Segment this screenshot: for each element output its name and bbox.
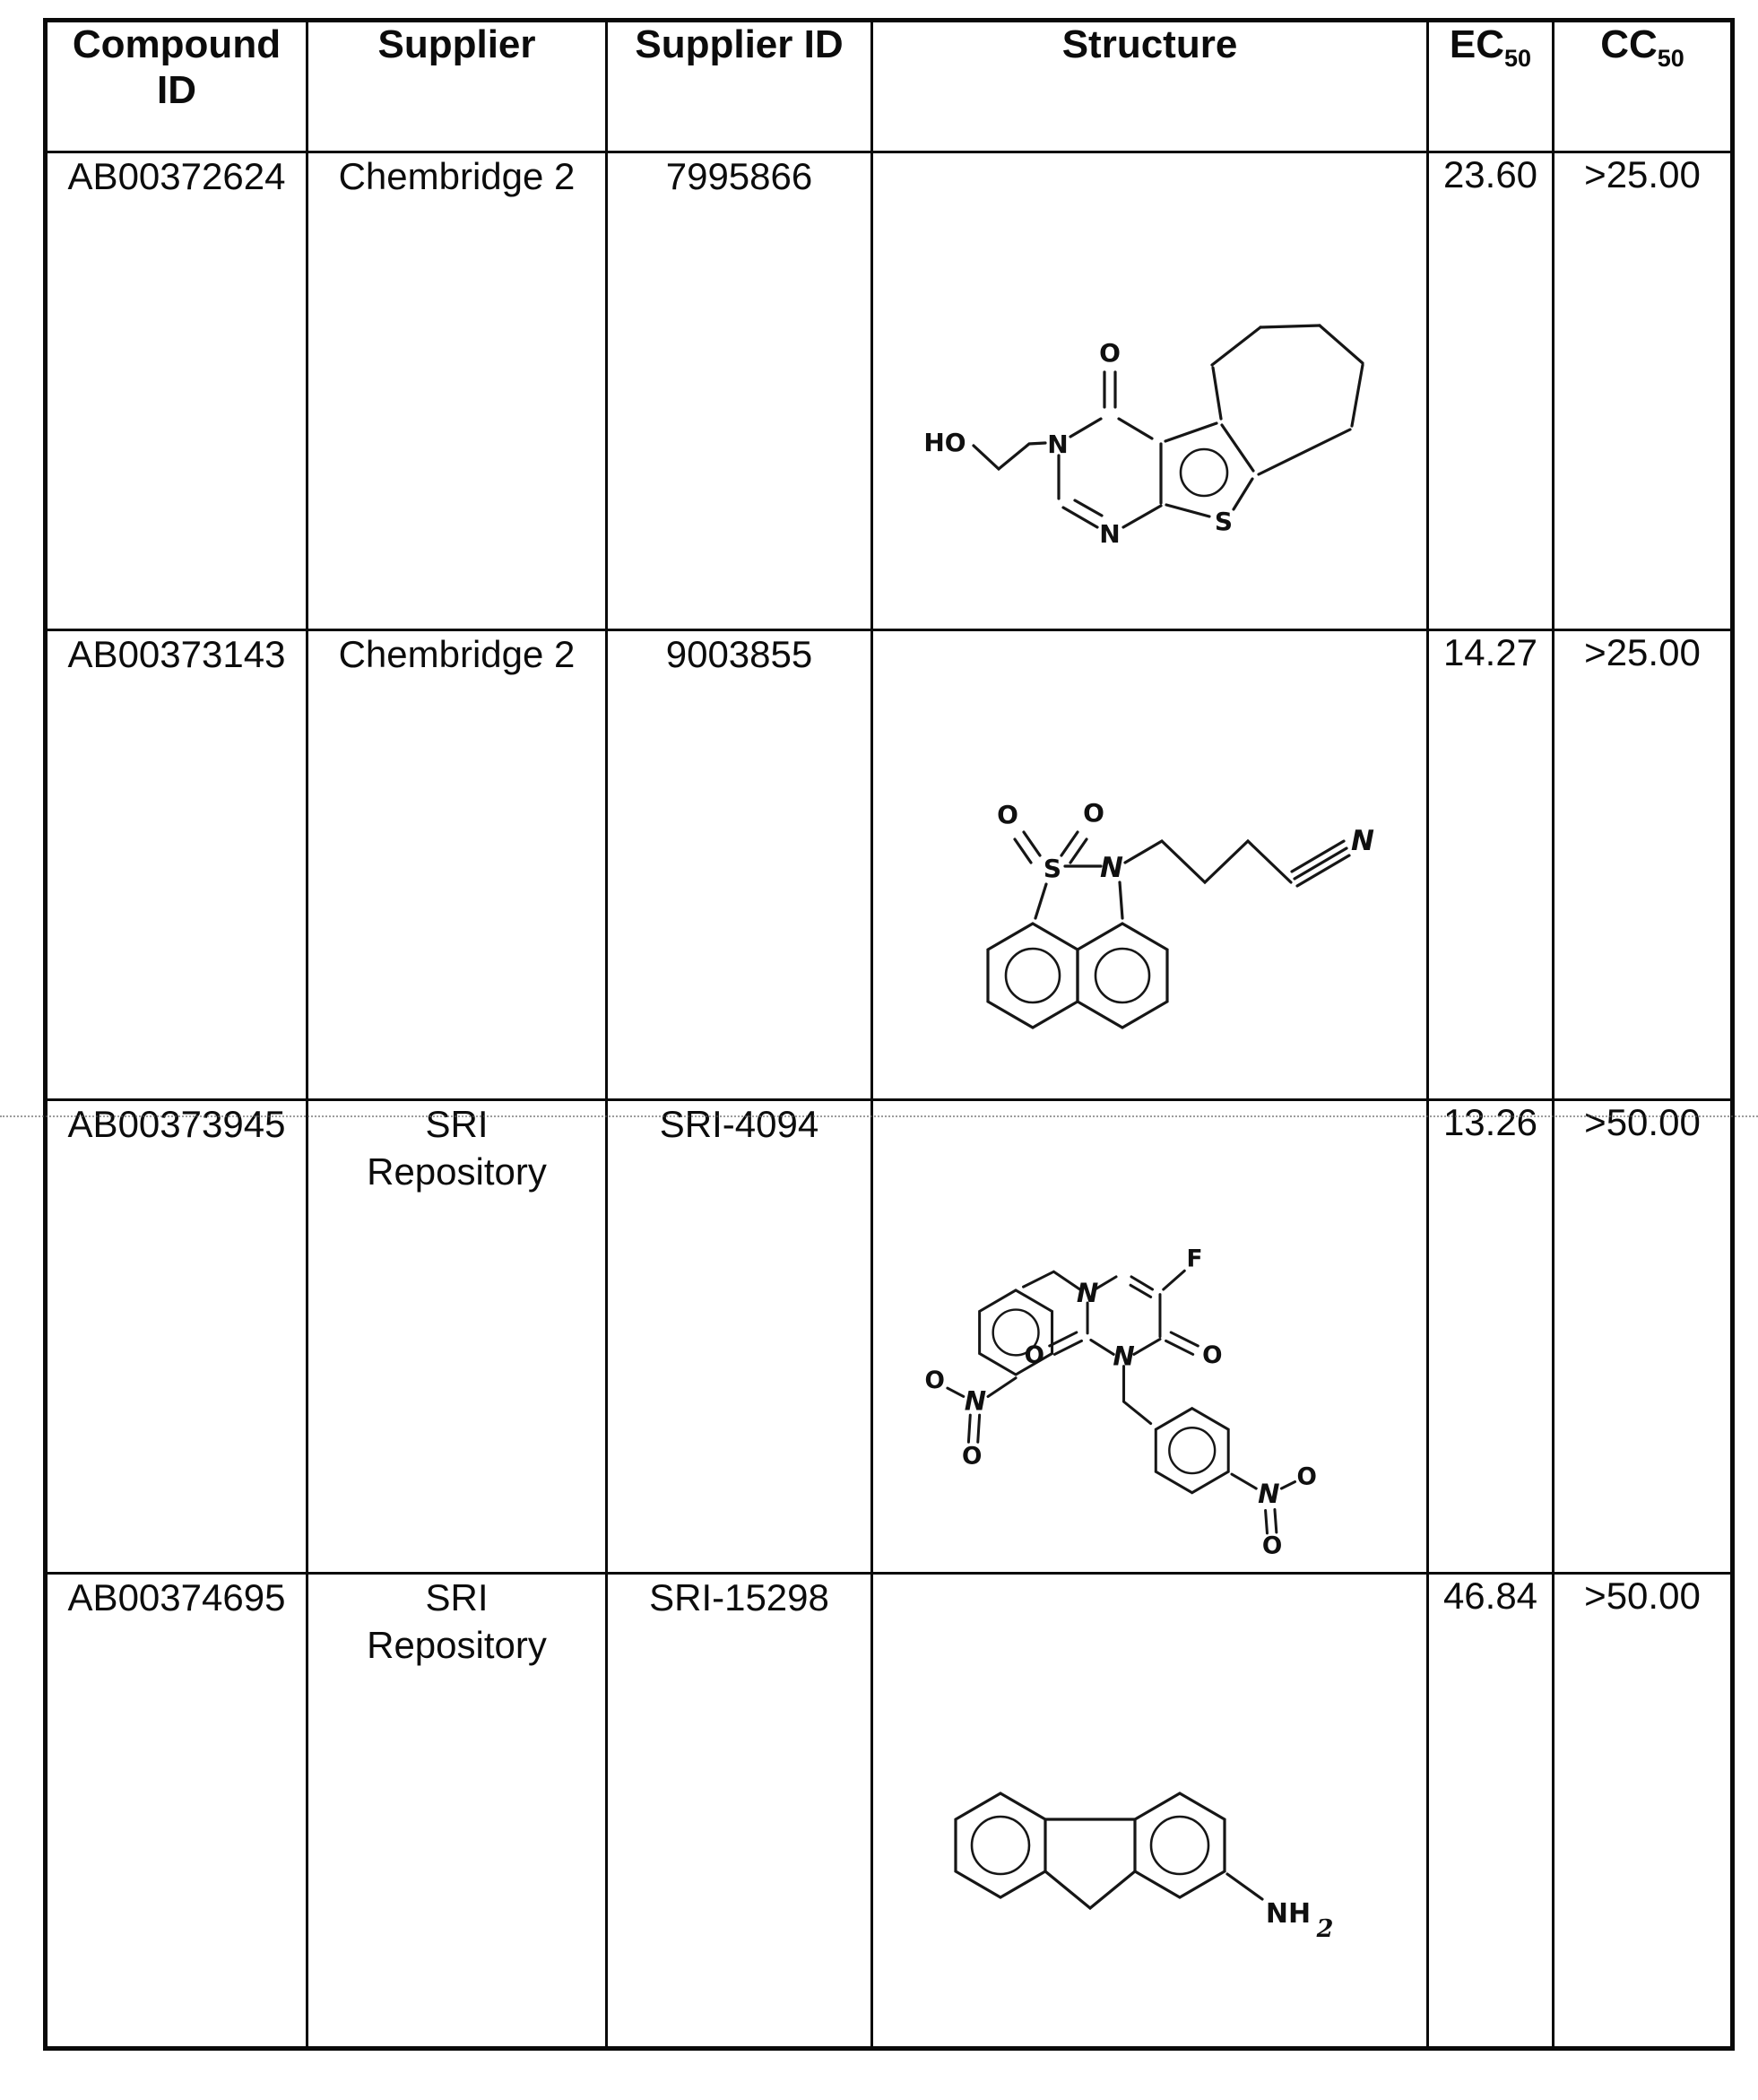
ec50-cell: 23.60	[1428, 152, 1554, 630]
ec50-cell: 14.27	[1428, 630, 1554, 1100]
table-body	[46, 152, 1733, 2049]
structure-drawing-aminofluorene	[893, 1738, 1359, 1957]
ec50-base: EC	[1449, 22, 1505, 66]
bond-lines	[988, 832, 1349, 1028]
ec50-cell: 46.84	[1428, 1574, 1554, 2049]
structure-drawing-naphthosultam	[898, 741, 1391, 1063]
atom-label-nh-subscript: 2	[1316, 1915, 1334, 1943]
header-compound-id: Compound ID	[46, 21, 307, 152]
supplier-cell: SRI Repository	[307, 1574, 607, 2049]
atom-label-n-nitro-right: N	[1258, 1479, 1280, 1510]
compound-table	[43, 18, 1735, 2051]
structure-drawing-fluorouracil	[888, 1189, 1318, 1560]
cc50-cell: >50.00	[1554, 1574, 1733, 2049]
supplier-id-cell: 7995866	[607, 152, 872, 630]
structure-cell	[872, 152, 1428, 630]
table-row-2	[46, 630, 1733, 1100]
compound-id-cell: AB00373143	[46, 630, 307, 1100]
atom-label-nh: NH	[1265, 1898, 1312, 1930]
supplier-cell: SRI Repository	[307, 1100, 607, 1574]
bond-lines	[948, 1271, 1295, 1533]
compound-id-cell: AB00373945	[46, 1100, 307, 1574]
atom-label-n1: N	[1076, 1278, 1099, 1309]
atom-label-o-nitro-right-top: O	[1296, 1463, 1317, 1491]
supplier-cell: Chembridge 2	[307, 152, 607, 630]
cc50-cell: >25.00	[1554, 152, 1733, 630]
atom-label-o-nitro-right-bottom: O	[1261, 1532, 1283, 1560]
supplier-id-cell: SRI-4094	[607, 1100, 872, 1574]
bond-lines	[974, 325, 1363, 527]
atom-label-o-c2: O	[1024, 1341, 1044, 1369]
header-row	[46, 21, 1733, 152]
atom-label-f: F	[1186, 1245, 1203, 1273]
structure-cell	[872, 630, 1428, 1100]
atom-label-o-right: O	[1083, 798, 1104, 828]
atom-label-n-bottom: N	[1099, 519, 1121, 549]
structure-drawing-thienopyrimidinone	[898, 290, 1400, 594]
header-supplier-id: Supplier ID	[607, 21, 872, 152]
atom-label-ho: HO	[923, 428, 966, 457]
table-row-3	[46, 1100, 1733, 1574]
supplier-id-cell: 9003855	[607, 630, 872, 1100]
supplier-cell: Chembridge 2	[307, 630, 607, 1100]
atom-label-n-ring: N	[1100, 852, 1123, 884]
header-structure: Structure	[872, 21, 1428, 152]
table-header	[46, 21, 1733, 152]
cc50-cell: >50.00	[1554, 1100, 1733, 1574]
atom-label-s: S	[1043, 854, 1062, 883]
compound-id-cell: AB00372624	[46, 152, 307, 630]
atom-label-o-left: O	[997, 800, 1018, 829]
cc50-base: CC	[1600, 22, 1658, 66]
structure-cell	[872, 1574, 1428, 2049]
atom-label-o-nitro-left-top: O	[924, 1367, 945, 1395]
atom-label-o-c4: O	[1202, 1341, 1223, 1369]
atom-label-n-top: N	[1047, 430, 1069, 459]
atom-label-s: S	[1214, 507, 1234, 536]
table-row-4	[46, 1574, 1733, 2049]
header-supplier: Supplier	[307, 21, 607, 152]
atom-label-n3: N	[1113, 1341, 1135, 1372]
header-cc50	[1554, 21, 1733, 152]
compound-id-cell: AB00374695	[46, 1574, 307, 2049]
structure-cell	[872, 1100, 1428, 1574]
ec50-subscript: 50	[1504, 44, 1532, 72]
atom-label-n-nitrile: N	[1351, 825, 1374, 857]
cc50-cell: >25.00	[1554, 630, 1733, 1100]
cc50-subscript: 50	[1657, 44, 1684, 72]
atom-label-o: O	[1099, 338, 1121, 368]
header-ec50	[1428, 21, 1554, 152]
supplier-id-cell: SRI-15298	[607, 1574, 872, 2049]
atom-label-o-nitro-left-bottom: O	[961, 1443, 983, 1471]
bond-lines	[956, 1793, 1262, 1908]
ec50-cell: 13.26	[1428, 1100, 1554, 1574]
atom-label-n-nitro-left: N	[964, 1385, 987, 1417]
table-row-1	[46, 152, 1733, 630]
